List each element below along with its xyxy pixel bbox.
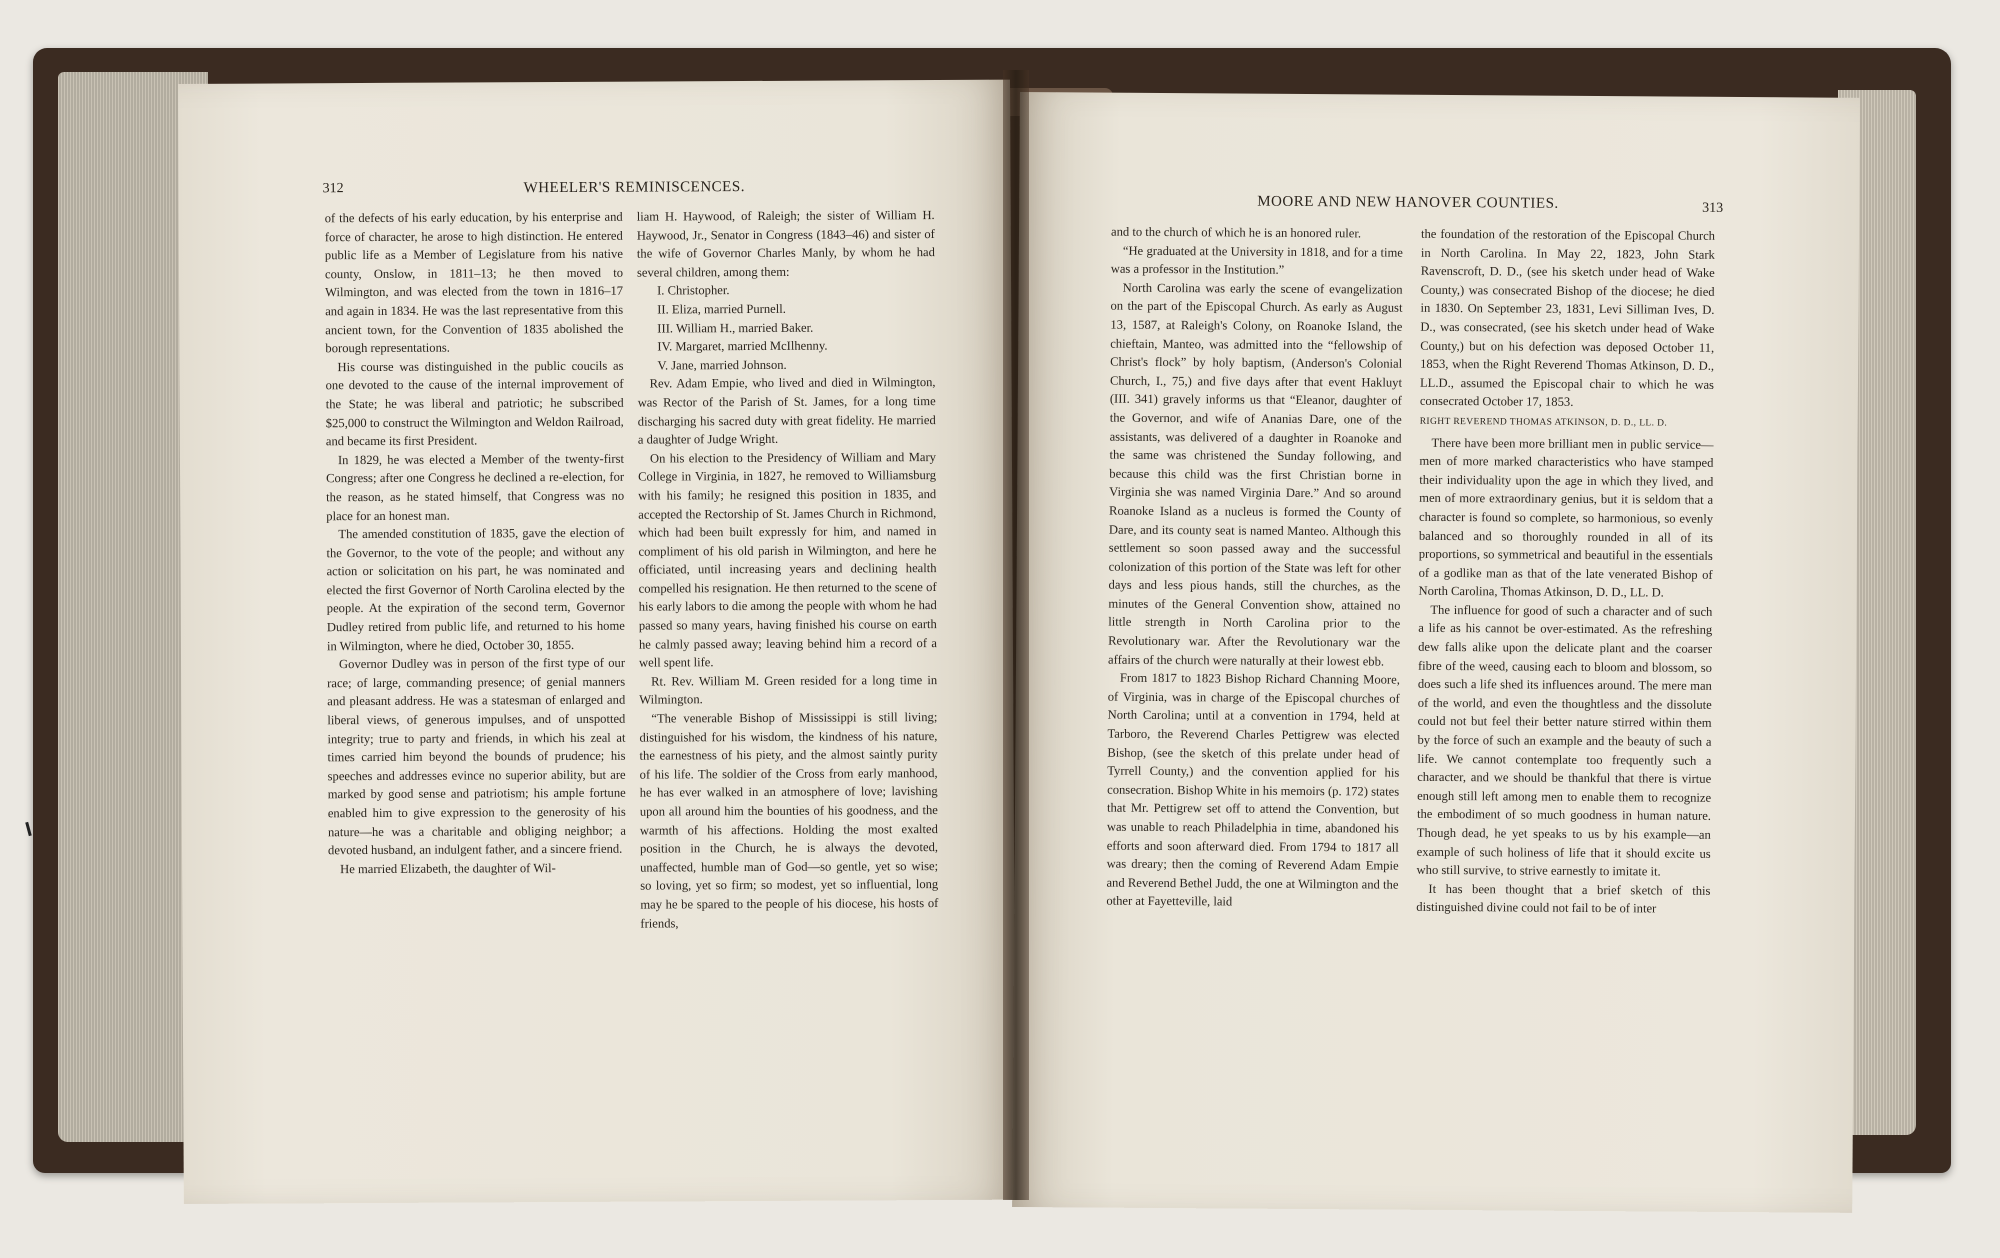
paragraph: The amended constitution of 1835, gave the election of the Governor, to the vote of the people; and without any action or solicitation on his part, he was nominated and elected the first Governor of North Carolina elected by the people. At the expiration of the second term, Governor Dudley retired from public life, and returned to his home in Wilmington, where he died, October 30, 1855. xyxy=(326,525,625,653)
section-subheading: RIGHT REVEREND THOMAS ATKINSON, D. D., LL. D. xyxy=(1419,416,1668,429)
text-column-1 xyxy=(325,208,627,879)
paragraph: It has been thought that a brief sketch of this distinguished divine could not fail to be of inter xyxy=(1416,881,1711,916)
right-page xyxy=(1012,92,1860,1213)
paragraph: His course was distinguished in the public coucils as one devoted to the cause of the internal improvement of the State; he was liberal and patriotic; he subscribed $25,000 to construct the Wilmington and Weldon Railroad, and became its first President. xyxy=(325,358,624,449)
page-number: 312 xyxy=(322,181,344,197)
list-item: II. Eliza, married Purnell. xyxy=(657,301,786,317)
list-item: I. Christopher. xyxy=(657,283,730,298)
text-column-2 xyxy=(637,206,939,933)
paragraph: He married Elizabeth, the daughter of Wil- xyxy=(340,860,556,876)
left-page xyxy=(178,80,1016,1204)
paragraph: On his election to the Presidency of William and Mary College in Virginia, in 1827, he removed to Williamsburg with his family; he resigned this position in 1835, and accepted the Rectorship of St. James Church in Richmond, which had been built expressly for him, and named in compliment of his old parish in Wilmington, and here he officiated, until increasing years and declining health compelled his resignation. He then returned to the scene of his early labors to die among the people with whom he had passed so many years, having finished his course on earth he calmly passed away; leaving behind him a record of a well spent life. xyxy=(638,449,937,670)
paragraph: and to the church of which he is an honored ruler. xyxy=(1110,224,1362,241)
paragraph: From 1817 to 1823 Bishop Richard Channing Moore, of Virginia, was in charge of the Episcopal churches of North Carolina; until at a convention in 1794, held at Tarboro, the Reverend Charles Pettigrew was elected Bishop, (see the sketch of this prelate under head of Tyrrell County,) and the convention applied for his consecration. Bishop White in his memoirs (p. 172) states that Mr. Pettigrew set off to attend the Convention, but was unable to reach Philadelphia in time, abandoned his efforts and soon afterward died. From 1794 to 1817 all was dreary; then the coming of Reverend Adam Empie and Reverend Bethel Judd, the one at Wilmington and the other at Fayetteville, laid xyxy=(1106,670,1400,909)
text-column-1 xyxy=(1106,223,1403,913)
paragraph: Rt. Rev. William M. Green resided for a long time in Wilmington. xyxy=(639,672,938,708)
paragraph: “The venerable Bishop of Mississippi is still living; distinguished for his wisdom, the kindness of his nature, the earnestness of his piety, and the almost saintly purity of his life. The soldier of the Cross from early manhood, he has ever walked in an atmosphere of love; lavishing upon all around him the bounties of his goodness, and the warmth of his affections. Holding the most exalted position in the Church, he is always the devoted, unaffected, humble man of God—so gentle, yet so wise; so loving, yet so firm; so modest, yet so influential, long may he be spared to the people of his diocese, his hosts of friends, xyxy=(639,710,939,931)
running-header: WHEELER'S REMINISCENCES. xyxy=(523,179,745,197)
running-header: MOORE AND NEW HANOVER COUNTIES. xyxy=(1257,193,1559,212)
paragraph: Governor Dudley was in person of the first type of our race; of large, commanding presence; of genial manners and pleasant address. He was a statesman of enlarged and liberal views, of generous impulses, and of unspotted integrity; true to party and friends, in which his zeal at times carried him beyond the bounds of prudence; his speeches and addresses evince no superior ability, but are marked by good sense and patriotism; his ample fortune enabled him to give expression to the generosity of his nature—he was a charitable and obliging neighbor; a devoted husband, an indulgent father, and a sincere friend. xyxy=(327,655,626,858)
list-item: III. William H., married Baker. xyxy=(657,320,814,336)
margin-mark xyxy=(25,822,32,836)
paragraph: “He graduated at the University in 1818, and for a time was a professor in the Institution.” xyxy=(1110,243,1403,278)
paragraph: There have been more brilliant men in public service—men of more marked characteristics who have stamped their individuality upon the age in which they lived, and men of more extraordinary genius, but it is seldom that a character is found so complete, so harmonious, so evenly balanced and so thoroughly rounded in all of its proportions, so symmetrical and beautiful in the essentials of a godlike man as that of the late venerated Bishop of North Carolina, Thomas Atkinson, D. D., LL. D. xyxy=(1418,435,1714,600)
paragraph: of the defects of his early education, by his enterprise and force of character, he arose to high distinction. He entered public life as a Member of Legislature from his native county, Onslow, in 1811–13; he then moved to Wilmington, and was elected from the town in 1816–17 and again in 1834. He was the last representative from this ancient town, for the Convention of 1835 abolished the borough representations. xyxy=(324,209,624,356)
paragraph: Rev. Adam Empie, who lived and died in Wilmington, was Rector of the Parish of St. James, for a long time discharging his sacred duty with great fidelity. He married a daughter of Judge Wright. xyxy=(637,375,936,447)
list-item: IV. Margaret, married McIlhenny. xyxy=(657,338,828,354)
list-item: V. Jane, married Johnson. xyxy=(657,357,787,373)
paragraph: North Carolina was early the scene of evangelization on the part of the Episcopal Church. As early as August 13, 1587, at Raleigh's Colony, on Roanoke Island, the chieftain, Manteo, was admitted into the “fellowship of Christ's flock” by holy baptism, (Anderson's Colonial Church, I., 75,) and five days after that event Hakluyt (III. 341) gravely informs us that “Eleanor, daughter of the Governor, and wife of Ananias Dare, one of the assistants, was delivered of a daughter in Roanoke and the same was christened the Sunday following, and because this child was the first Christian borne in Virginia she was named Virginia Dare.” And so around Roanoke Island as a nucleus is formed the County of Dare, and its county seat is named Manteo. Although this settlement so soon passed away and the successful colonization of this portion of the State was left for other days and less pious hands, still the churches, as the minutes of the General Convention show, attained no little strength in North Carolina prior to the Revolutionary war. After the Revolutionary war the affairs of the church were naturally at their lowest ebb. xyxy=(1107,280,1403,669)
paragraph: The influence for good of such a character and of such a life as his cannot be over-estimated. As the refreshing dew falls alike upon the delicate plant and the coarser fibre of the weed, causing each to bloom and blossom, so does such a life shed its influences around. The mere man of the world, and even the thoughtless and the dissolute could not but feel their better nature stirred within them by the force of such an example and the beauty of such a life. We cannot contemplate too frequently such a character, and we should be thankful that there is virtue enough still left among men to enable them to recognize the embodiment of so much goodness in human nature. Though dead, he yet speaks to us by his example—an example of such holiness of life that it should excite us who still survive, to strive earnestly to imitate it. xyxy=(1416,602,1713,879)
book-gutter xyxy=(1003,70,1029,1200)
paragraph: In 1829, he was elected a Member of the twenty-first Congress; after one Congress he declined a re-election, for the reason, as he stated himself, that Congress was no place for an honest man. xyxy=(326,451,625,523)
paragraph: the foundation of the restoration of the Episcopal Church in North Carolina. In May 22, 1823, John Stark Ravenscroft, D. D., (see his sketch under head of Wake County,) was consecrated Bishop of the diocese; he died in 1830. On September 23, 1831, Levi Silliman Ives, D. D., was consecrated, (see his sketch under head of Wake County,) but on his defection was deposed October 11, 1853, when the Right Reverend Thomas Atkinson, D. D., LL.D., assumed the Episcopal chair to which he was consecrated October 17, 1853. xyxy=(1419,226,1716,410)
page-number: 313 xyxy=(1702,200,1724,216)
paragraph: liam H. Haywood, of Raleigh; the sister of William H. Haywood, Jr., Senator in Congress (1843–46) and sister of the wife of Governor Charles Manly, by whom he had several children, among them: xyxy=(636,208,935,280)
text-column-2 xyxy=(1416,225,1715,919)
